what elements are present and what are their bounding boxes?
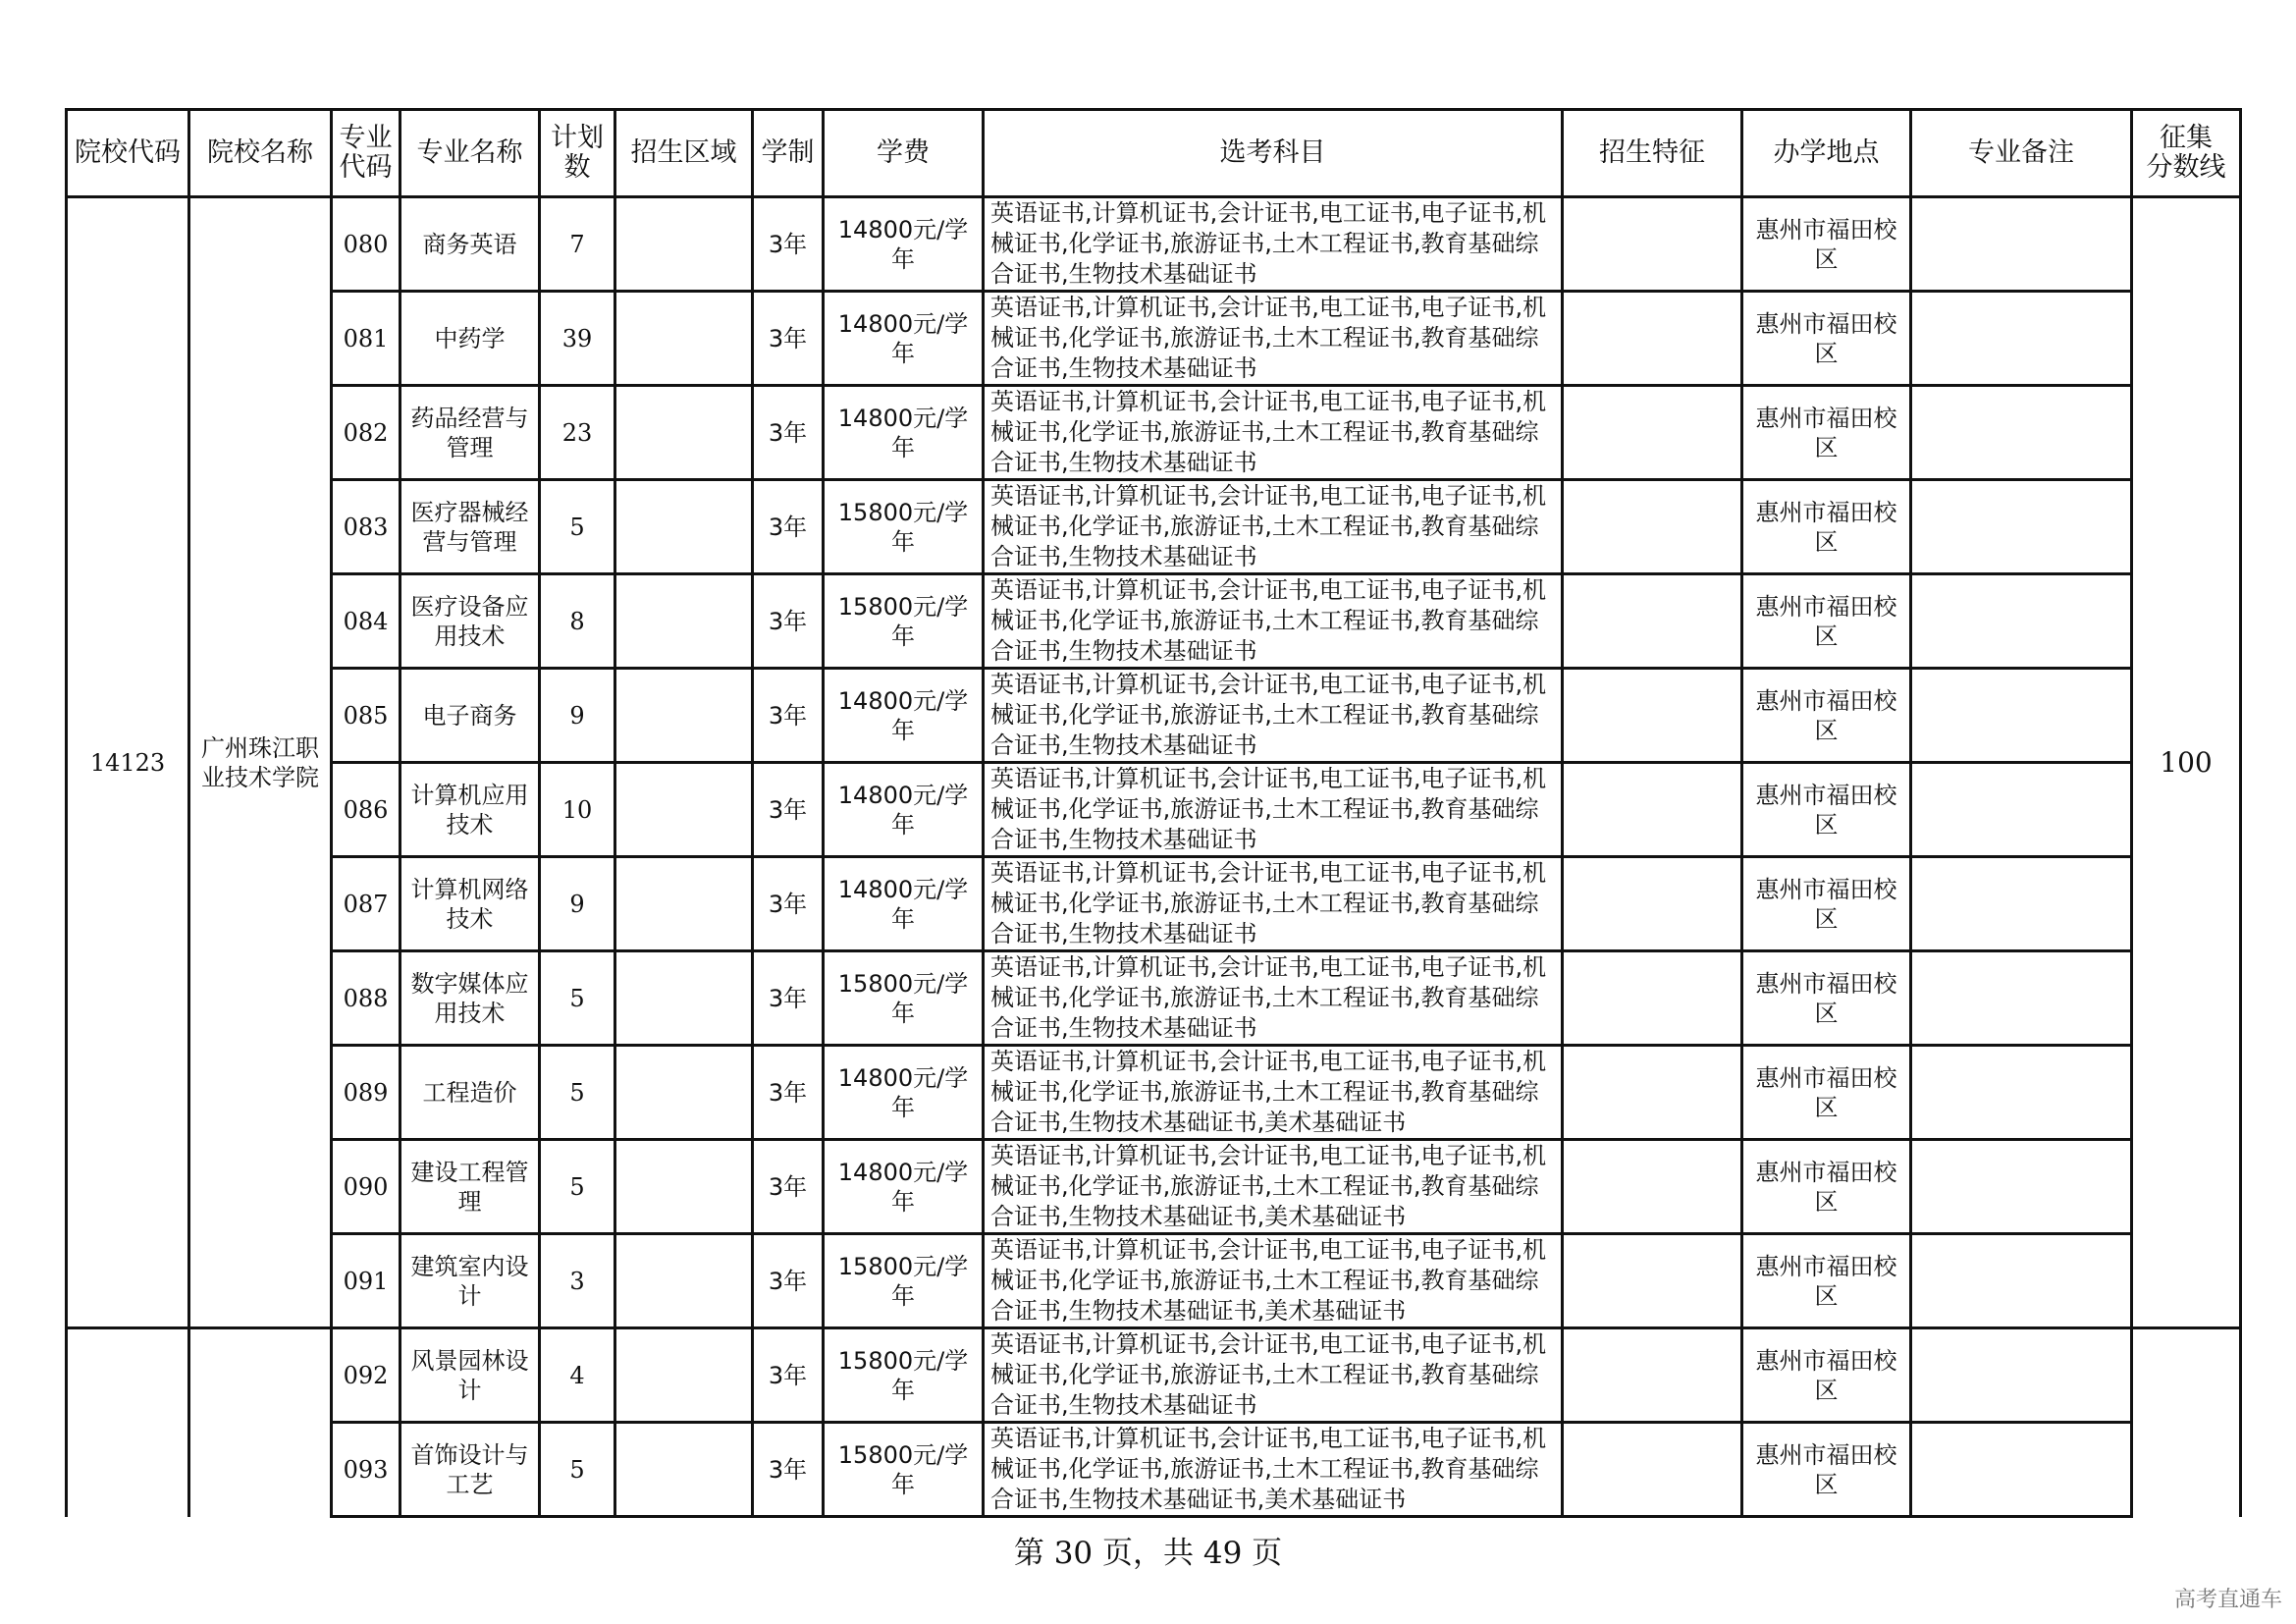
major-code-cell: 088 bbox=[332, 951, 400, 1046]
fee-cell: 15800元/学年 bbox=[824, 1328, 984, 1423]
header-remark: 专业备注 bbox=[1911, 110, 2132, 197]
feature-cell bbox=[1563, 574, 1742, 669]
major-name-cell: 电子商务 bbox=[400, 669, 540, 763]
fee-cell: 15800元/学年 bbox=[824, 1234, 984, 1328]
major-code-cell: 082 bbox=[332, 386, 400, 480]
feature-cell bbox=[1563, 1328, 1742, 1423]
subjects-cell: 英语证书,计算机证书,会计证书,电工证书,电子证书,机械证书,化学证书,旅游证书,土木工程证书,教育基础综合证书,生物技术基础证书 bbox=[984, 197, 1563, 292]
duration-cell: 3年 bbox=[753, 1423, 824, 1517]
region-cell bbox=[615, 197, 753, 292]
region-cell bbox=[615, 951, 753, 1046]
watermark-text: 高考直通车 bbox=[2173, 1588, 2282, 1612]
location-cell: 惠州市福田校区 bbox=[1742, 292, 1911, 386]
table-row bbox=[67, 951, 2241, 1046]
feature-cell bbox=[1563, 1234, 1742, 1328]
subjects-cell: 英语证书,计算机证书,会计证书,电工证书,电子证书,机械证书,化学证书,旅游证书,土木工程证书,教育基础综合证书,生物技术基础证书 bbox=[984, 292, 1563, 386]
school-code-cell-continued bbox=[67, 1328, 189, 1517]
fee-cell: 14800元/学年 bbox=[824, 1046, 984, 1140]
remark-cell bbox=[1911, 763, 2132, 857]
region-cell bbox=[615, 1140, 753, 1234]
plan-count-cell: 3 bbox=[540, 1234, 615, 1328]
major-name-cell: 计算机应用技术 bbox=[400, 763, 540, 857]
region-cell bbox=[615, 1046, 753, 1140]
subjects-cell: 英语证书,计算机证书,会计证书,电工证书,电子证书,机械证书,化学证书,旅游证书,土木工程证书,教育基础综合证书,生物技术基础证书 bbox=[984, 669, 1563, 763]
feature-cell bbox=[1563, 951, 1742, 1046]
table-row bbox=[67, 1234, 2241, 1328]
table-row bbox=[67, 386, 2241, 480]
major-name-cell: 医疗器械经营与管理 bbox=[400, 480, 540, 574]
remark-cell bbox=[1911, 480, 2132, 574]
school-code-cell: 14123 bbox=[67, 197, 189, 1328]
region-cell bbox=[615, 480, 753, 574]
duration-cell: 3年 bbox=[753, 197, 824, 292]
plan-count-cell: 8 bbox=[540, 574, 615, 669]
major-name-cell: 中药学 bbox=[400, 292, 540, 386]
location-cell: 惠州市福田校区 bbox=[1742, 669, 1911, 763]
remark-cell bbox=[1911, 857, 2132, 951]
admissions-table bbox=[65, 108, 2242, 1518]
major-code-cell: 089 bbox=[332, 1046, 400, 1140]
major-name-cell: 数字媒体应用技术 bbox=[400, 951, 540, 1046]
subjects-cell: 英语证书,计算机证书,会计证书,电工证书,电子证书,机械证书,化学证书,旅游证书,土木工程证书,教育基础综合证书,生物技术基础证书,美术基础证书 bbox=[984, 1140, 1563, 1234]
remark-cell bbox=[1911, 574, 2132, 669]
table-row bbox=[67, 292, 2241, 386]
feature-cell bbox=[1563, 292, 1742, 386]
remark-cell bbox=[1911, 197, 2132, 292]
major-name-cell: 首饰设计与工艺 bbox=[400, 1423, 540, 1517]
location-cell: 惠州市福田校区 bbox=[1742, 1140, 1911, 1234]
fee-cell: 15800元/学年 bbox=[824, 480, 984, 574]
major-code-cell: 086 bbox=[332, 763, 400, 857]
table-row bbox=[67, 480, 2241, 574]
region-cell bbox=[615, 386, 753, 480]
plan-count-cell: 5 bbox=[540, 1046, 615, 1140]
duration-cell: 3年 bbox=[753, 763, 824, 857]
table-row bbox=[67, 197, 2241, 292]
plan-count-cell: 5 bbox=[540, 951, 615, 1046]
header-region: 招生区域 bbox=[615, 110, 753, 197]
duration-cell: 3年 bbox=[753, 1140, 824, 1234]
header-location: 办学地点 bbox=[1742, 110, 1911, 197]
major-code-cell: 091 bbox=[332, 1234, 400, 1328]
duration-cell: 3年 bbox=[753, 669, 824, 763]
feature-cell bbox=[1563, 386, 1742, 480]
location-cell: 惠州市福田校区 bbox=[1742, 574, 1911, 669]
major-code-cell: 090 bbox=[332, 1140, 400, 1234]
fee-cell: 15800元/学年 bbox=[824, 951, 984, 1046]
remark-cell bbox=[1911, 1046, 2132, 1140]
subjects-cell: 英语证书,计算机证书,会计证书,电工证书,电子证书,机械证书,化学证书,旅游证书,土木工程证书,教育基础综合证书,生物技术基础证书 bbox=[984, 857, 1563, 951]
location-cell: 惠州市福田校区 bbox=[1742, 857, 1911, 951]
header-subjects: 选考科目 bbox=[984, 110, 1563, 197]
location-cell: 惠州市福田校区 bbox=[1742, 197, 1911, 292]
fee-cell: 14800元/学年 bbox=[824, 857, 984, 951]
plan-count-cell: 9 bbox=[540, 669, 615, 763]
page-number-footer: 第 30 页，共 49 页 bbox=[1013, 1536, 1283, 1571]
region-cell bbox=[615, 1234, 753, 1328]
region-cell bbox=[615, 669, 753, 763]
major-code-cell: 087 bbox=[332, 857, 400, 951]
fee-cell: 14800元/学年 bbox=[824, 1140, 984, 1234]
school-name-cell-continued bbox=[189, 1328, 332, 1517]
subjects-cell: 英语证书,计算机证书,会计证书,电工证书,电子证书,机械证书,化学证书,旅游证书,土木工程证书,教育基础综合证书,生物技术基础证书 bbox=[984, 951, 1563, 1046]
subjects-cell: 英语证书,计算机证书,会计证书,电工证书,电子证书,机械证书,化学证书,旅游证书,土木工程证书,教育基础综合证书,生物技术基础证书 bbox=[984, 574, 1563, 669]
header-school-name: 院校名称 bbox=[189, 110, 332, 197]
fee-cell: 15800元/学年 bbox=[824, 574, 984, 669]
feature-cell bbox=[1563, 1046, 1742, 1140]
header-score-line: 征集 分数线 bbox=[2132, 110, 2241, 197]
duration-cell: 3年 bbox=[753, 1234, 824, 1328]
table-row bbox=[67, 1423, 2241, 1517]
school-name-cell: 广州珠江职业技术学院 bbox=[189, 197, 332, 1328]
feature-cell bbox=[1563, 763, 1742, 857]
plan-count-cell: 10 bbox=[540, 763, 615, 857]
feature-cell bbox=[1563, 857, 1742, 951]
admissions-table-container bbox=[65, 108, 2239, 1518]
plan-count-cell: 7 bbox=[540, 197, 615, 292]
duration-cell: 3年 bbox=[753, 386, 824, 480]
major-name-cell: 商务英语 bbox=[400, 197, 540, 292]
region-cell bbox=[615, 292, 753, 386]
table-row bbox=[67, 1328, 2241, 1423]
table-row bbox=[67, 763, 2241, 857]
major-name-cell: 医疗设备应用技术 bbox=[400, 574, 540, 669]
remark-cell bbox=[1911, 1423, 2132, 1517]
fee-cell: 14800元/学年 bbox=[824, 763, 984, 857]
location-cell: 惠州市福田校区 bbox=[1742, 386, 1911, 480]
major-code-cell: 085 bbox=[332, 669, 400, 763]
plan-count-cell: 4 bbox=[540, 1328, 615, 1423]
subjects-cell: 英语证书,计算机证书,会计证书,电工证书,电子证书,机械证书,化学证书,旅游证书,土木工程证书,教育基础综合证书,生物技术基础证书 bbox=[984, 480, 1563, 574]
plan-count-cell: 23 bbox=[540, 386, 615, 480]
table-row bbox=[67, 669, 2241, 763]
location-cell: 惠州市福田校区 bbox=[1742, 763, 1911, 857]
remark-cell bbox=[1911, 1140, 2132, 1234]
duration-cell: 3年 bbox=[753, 1328, 824, 1423]
header-school-code: 院校代码 bbox=[67, 110, 189, 197]
fee-cell: 14800元/学年 bbox=[824, 292, 984, 386]
remark-cell bbox=[1911, 386, 2132, 480]
remark-cell bbox=[1911, 669, 2132, 763]
region-cell bbox=[615, 1328, 753, 1423]
subjects-cell: 英语证书,计算机证书,会计证书,电工证书,电子证书,机械证书,化学证书,旅游证书,土木工程证书,教育基础综合证书,生物技术基础证书,美术基础证书 bbox=[984, 1423, 1563, 1517]
subjects-cell: 英语证书,计算机证书,会计证书,电工证书,电子证书,机械证书,化学证书,旅游证书,土木工程证书,教育基础综合证书,生物技术基础证书 bbox=[984, 386, 1563, 480]
duration-cell: 3年 bbox=[753, 857, 824, 951]
subjects-cell: 英语证书,计算机证书,会计证书,电工证书,电子证书,机械证书,化学证书,旅游证书,土木工程证书,教育基础综合证书,生物技术基础证书 bbox=[984, 763, 1563, 857]
subjects-cell: 英语证书,计算机证书,会计证书,电工证书,电子证书,机械证书,化学证书,旅游证书,土木工程证书,教育基础综合证书,生物技术基础证书,美术基础证书 bbox=[984, 1234, 1563, 1328]
plan-count-cell: 39 bbox=[540, 292, 615, 386]
header-major-code: 专业 代码 bbox=[332, 110, 400, 197]
header-duration: 学制 bbox=[753, 110, 824, 197]
subjects-cell: 英语证书,计算机证书,会计证书,电工证书,电子证书,机械证书,化学证书,旅游证书,土木工程证书,教育基础综合证书,生物技术基础证书,美术基础证书 bbox=[984, 1046, 1563, 1140]
duration-cell: 3年 bbox=[753, 951, 824, 1046]
location-cell: 惠州市福田校区 bbox=[1742, 480, 1911, 574]
duration-cell: 3年 bbox=[753, 574, 824, 669]
feature-cell bbox=[1563, 1423, 1742, 1517]
remark-cell bbox=[1911, 951, 2132, 1046]
major-code-cell: 083 bbox=[332, 480, 400, 574]
header-feature: 招生特征 bbox=[1563, 110, 1742, 197]
plan-count-cell: 5 bbox=[540, 1140, 615, 1234]
fee-cell: 14800元/学年 bbox=[824, 386, 984, 480]
major-code-cell: 093 bbox=[332, 1423, 400, 1517]
major-name-cell: 药品经营与管理 bbox=[400, 386, 540, 480]
major-name-cell: 建设工程管理 bbox=[400, 1140, 540, 1234]
header-plan: 计划 数 bbox=[540, 110, 615, 197]
plan-count-cell: 5 bbox=[540, 480, 615, 574]
header-major-name: 专业名称 bbox=[400, 110, 540, 197]
major-name-cell: 工程造价 bbox=[400, 1046, 540, 1140]
location-cell: 惠州市福田校区 bbox=[1742, 1328, 1911, 1423]
plan-count-cell: 5 bbox=[540, 1423, 615, 1517]
location-cell: 惠州市福田校区 bbox=[1742, 951, 1911, 1046]
region-cell bbox=[615, 1423, 753, 1517]
location-cell: 惠州市福田校区 bbox=[1742, 1046, 1911, 1140]
remark-cell bbox=[1911, 1234, 2132, 1328]
major-name-cell: 建筑室内设计 bbox=[400, 1234, 540, 1328]
major-code-cell: 092 bbox=[332, 1328, 400, 1423]
major-code-cell: 084 bbox=[332, 574, 400, 669]
remark-cell bbox=[1911, 292, 2132, 386]
location-cell: 惠州市福田校区 bbox=[1742, 1234, 1911, 1328]
major-code-cell: 081 bbox=[332, 292, 400, 386]
score-line-cell: 100 bbox=[2132, 197, 2241, 1328]
plan-count-cell: 9 bbox=[540, 857, 615, 951]
major-name-cell: 风景园林设计 bbox=[400, 1328, 540, 1423]
fee-cell: 14800元/学年 bbox=[824, 669, 984, 763]
table-header-row bbox=[67, 110, 2241, 197]
score-line-cell-continued bbox=[2132, 1328, 2241, 1517]
region-cell bbox=[615, 857, 753, 951]
location-cell: 惠州市福田校区 bbox=[1742, 1423, 1911, 1517]
major-code-cell: 080 bbox=[332, 197, 400, 292]
table-row bbox=[67, 574, 2241, 669]
region-cell bbox=[615, 763, 753, 857]
table-row bbox=[67, 1140, 2241, 1234]
remark-cell bbox=[1911, 1328, 2132, 1423]
feature-cell bbox=[1563, 669, 1742, 763]
duration-cell: 3年 bbox=[753, 292, 824, 386]
table-row bbox=[67, 1046, 2241, 1140]
subjects-cell: 英语证书,计算机证书,会计证书,电工证书,电子证书,机械证书,化学证书,旅游证书,土木工程证书,教育基础综合证书,生物技术基础证书 bbox=[984, 1328, 1563, 1423]
feature-cell bbox=[1563, 197, 1742, 292]
duration-cell: 3年 bbox=[753, 1046, 824, 1140]
table-row bbox=[67, 857, 2241, 951]
table-body bbox=[67, 197, 2241, 1517]
duration-cell: 3年 bbox=[753, 480, 824, 574]
feature-cell bbox=[1563, 1140, 1742, 1234]
feature-cell bbox=[1563, 480, 1742, 574]
region-cell bbox=[615, 574, 753, 669]
fee-cell: 15800元/学年 bbox=[824, 1423, 984, 1517]
fee-cell: 14800元/学年 bbox=[824, 197, 984, 292]
major-name-cell: 计算机网络技术 bbox=[400, 857, 540, 951]
header-fee: 学费 bbox=[824, 110, 984, 197]
